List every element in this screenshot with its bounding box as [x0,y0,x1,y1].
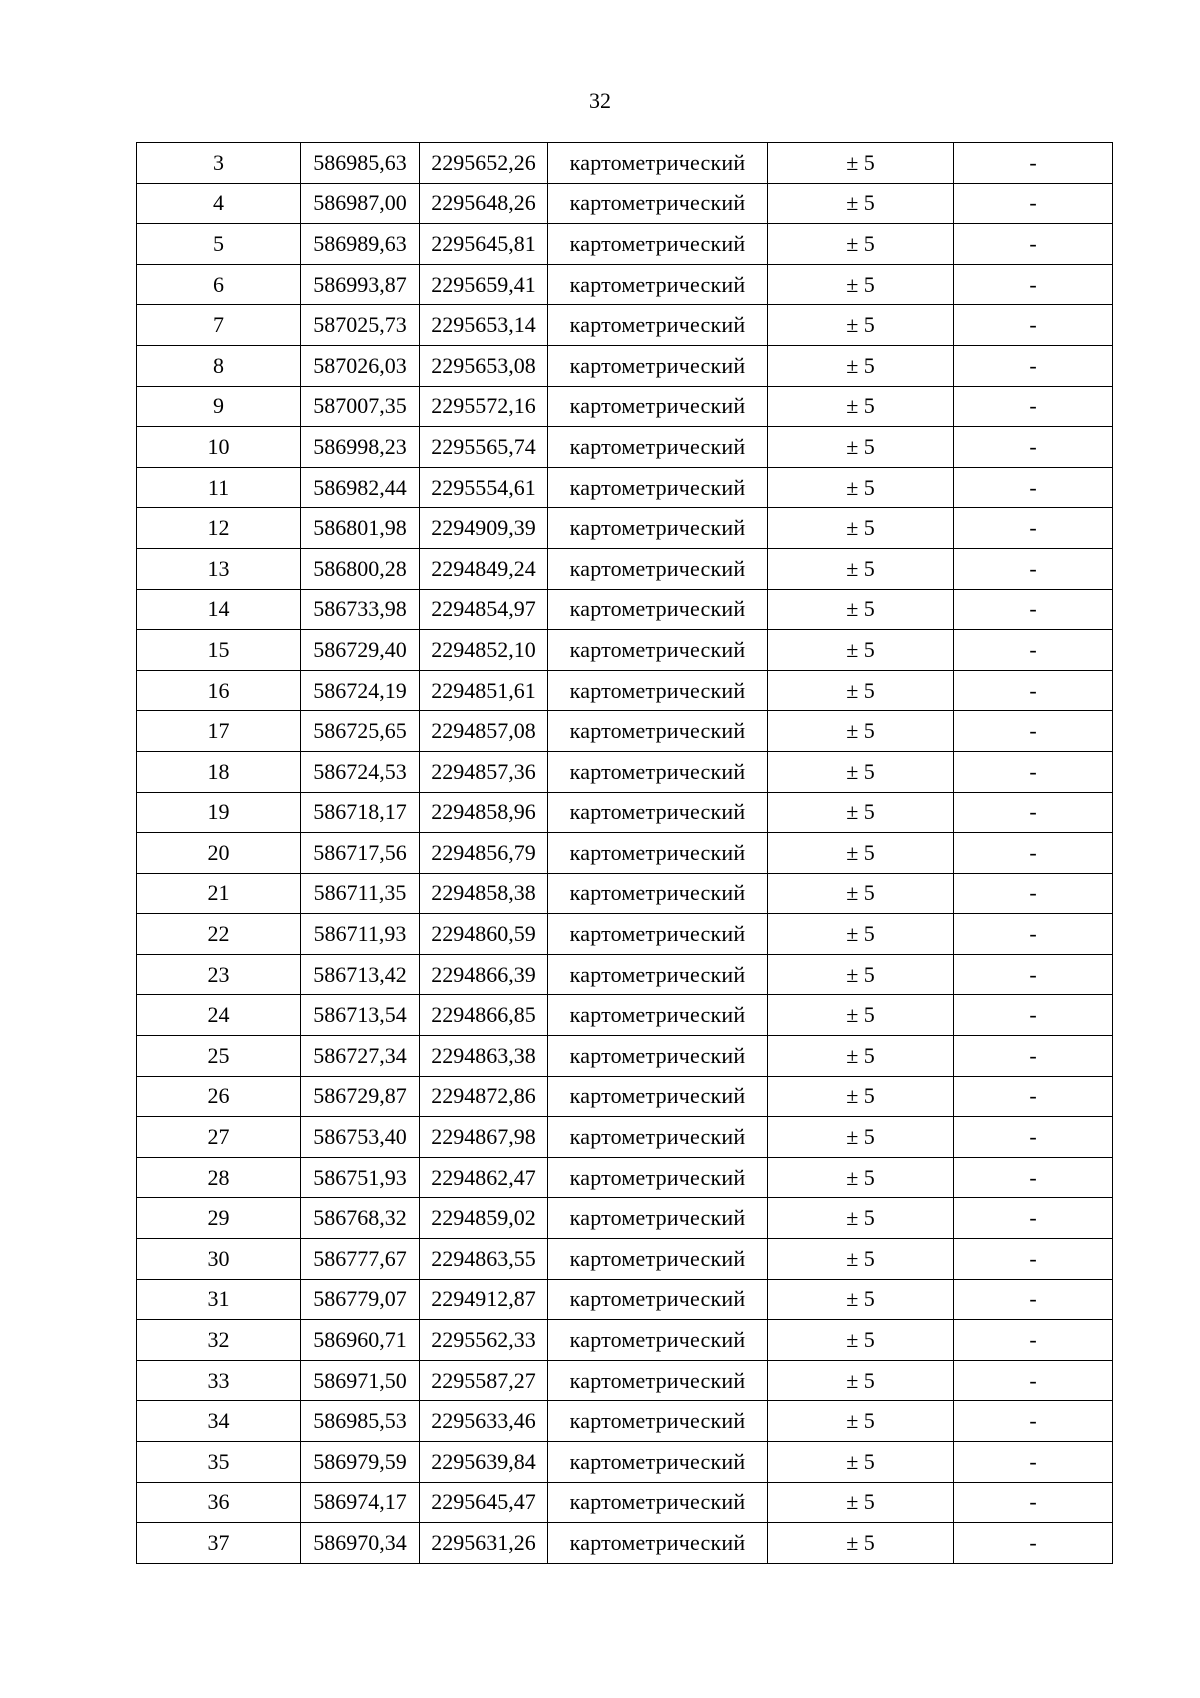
method-cell: картометрический [548,1239,768,1280]
table-row [137,386,1113,427]
method-cell: картометрический [548,1401,768,1442]
method-cell: картометрический [548,427,768,468]
point-number-cell: 14 [137,589,301,630]
method-cell: картометрический [548,1076,768,1117]
x-coordinate-cell: 586724,19 [301,670,420,711]
accuracy-cell: ± 5 [768,954,954,995]
accuracy-cell: ± 5 [768,1036,954,1077]
accuracy-cell: ± 5 [768,183,954,224]
note-cell: - [954,508,1113,549]
point-number-cell: 15 [137,630,301,671]
accuracy-cell: ± 5 [768,1198,954,1239]
point-number-cell: 34 [137,1401,301,1442]
point-number-cell: 22 [137,914,301,955]
x-coordinate-cell: 586777,67 [301,1239,420,1280]
y-coordinate-cell: 2294867,98 [420,1117,548,1158]
page-number: 32 [589,88,611,113]
accuracy-cell: ± 5 [768,1401,954,1442]
note-cell: - [954,751,1113,792]
point-number-cell: 10 [137,427,301,468]
point-number-cell: 20 [137,833,301,874]
table-row [137,224,1113,265]
point-number-cell: 26 [137,1076,301,1117]
table-row [137,548,1113,589]
point-number-cell: 7 [137,305,301,346]
y-coordinate-cell: 2294862,47 [420,1157,548,1198]
table-row [137,751,1113,792]
note-cell: - [954,1279,1113,1320]
table-row [137,589,1113,630]
x-coordinate-cell: 586711,35 [301,873,420,914]
note-cell: - [954,1360,1113,1401]
x-coordinate-cell: 587025,73 [301,305,420,346]
point-number-cell: 9 [137,386,301,427]
point-number-cell: 23 [137,954,301,995]
note-cell: - [954,1157,1113,1198]
point-number-cell: 18 [137,751,301,792]
method-cell: картометрический [548,1523,768,1564]
accuracy-cell: ± 5 [768,873,954,914]
table-row [137,792,1113,833]
accuracy-cell: ± 5 [768,345,954,386]
y-coordinate-cell: 2295653,08 [420,345,548,386]
point-number-cell: 21 [137,873,301,914]
point-number-cell: 6 [137,264,301,305]
point-number-cell: 11 [137,467,301,508]
note-cell: - [954,914,1113,955]
note-cell: - [954,1239,1113,1280]
accuracy-cell: ± 5 [768,589,954,630]
y-coordinate-cell: 2295659,41 [420,264,548,305]
note-cell: - [954,183,1113,224]
note-cell: - [954,833,1113,874]
note-cell: - [954,995,1113,1036]
method-cell: картометрический [548,386,768,427]
note-cell: - [954,386,1113,427]
accuracy-cell: ± 5 [768,1523,954,1564]
method-cell: картометрический [548,1360,768,1401]
table-row [137,833,1113,874]
table-row [137,670,1113,711]
method-cell: картометрический [548,995,768,1036]
point-number-cell: 8 [137,345,301,386]
x-coordinate-cell: 586733,98 [301,589,420,630]
note-cell: - [954,792,1113,833]
y-coordinate-cell: 2294863,38 [420,1036,548,1077]
table-row [137,1442,1113,1483]
x-coordinate-cell: 586985,53 [301,1401,420,1442]
method-cell: картометрический [548,630,768,671]
point-number-cell: 30 [137,1239,301,1280]
y-coordinate-cell: 2295639,84 [420,1442,548,1483]
x-coordinate-cell: 587007,35 [301,386,420,427]
method-cell: картометрический [548,711,768,752]
y-coordinate-cell: 2294866,85 [420,995,548,1036]
x-coordinate-cell: 586801,98 [301,508,420,549]
note-cell: - [954,873,1113,914]
y-coordinate-cell: 2294866,39 [420,954,548,995]
x-coordinate-cell: 586711,93 [301,914,420,955]
point-number-cell: 36 [137,1482,301,1523]
y-coordinate-cell: 2294857,36 [420,751,548,792]
method-cell: картометрический [548,670,768,711]
x-coordinate-cell: 586971,50 [301,1360,420,1401]
accuracy-cell: ± 5 [768,143,954,184]
method-cell: картометрический [548,264,768,305]
x-coordinate-cell: 586729,87 [301,1076,420,1117]
table-row [137,1482,1113,1523]
note-cell: - [954,1523,1113,1564]
point-number-cell: 29 [137,1198,301,1239]
method-cell: картометрический [548,1036,768,1077]
x-coordinate-cell: 586713,54 [301,995,420,1036]
note-cell: - [954,1036,1113,1077]
x-coordinate-cell: 586713,42 [301,954,420,995]
table-row [137,183,1113,224]
y-coordinate-cell: 2294852,10 [420,630,548,671]
note-cell: - [954,264,1113,305]
method-cell: картометрический [548,589,768,630]
x-coordinate-cell: 586729,40 [301,630,420,671]
note-cell: - [954,548,1113,589]
y-coordinate-cell: 2295645,47 [420,1482,548,1523]
point-number-cell: 19 [137,792,301,833]
table-row [137,1239,1113,1280]
method-cell: картометрический [548,914,768,955]
point-number-cell: 32 [137,1320,301,1361]
method-cell: картометрический [548,1442,768,1483]
x-coordinate-cell: 586779,07 [301,1279,420,1320]
note-cell: - [954,954,1113,995]
accuracy-cell: ± 5 [768,1157,954,1198]
note-cell: - [954,1117,1113,1158]
note-cell: - [954,670,1113,711]
accuracy-cell: ± 5 [768,914,954,955]
method-cell: картометрический [548,1482,768,1523]
accuracy-cell: ± 5 [768,1279,954,1320]
table-row [137,711,1113,752]
accuracy-cell: ± 5 [768,751,954,792]
y-coordinate-cell: 2294857,08 [420,711,548,752]
note-cell: - [954,630,1113,671]
note-cell: - [954,589,1113,630]
accuracy-cell: ± 5 [768,1076,954,1117]
method-cell: картометрический [548,873,768,914]
point-number-cell: 35 [137,1442,301,1483]
method-cell: картометрический [548,305,768,346]
table-row [137,467,1113,508]
y-coordinate-cell: 2294912,87 [420,1279,548,1320]
x-coordinate-cell: 586985,63 [301,143,420,184]
method-cell: картометрический [548,1157,768,1198]
y-coordinate-cell: 2295572,16 [420,386,548,427]
note-cell: - [954,1442,1113,1483]
x-coordinate-cell: 586725,65 [301,711,420,752]
table-row [137,1076,1113,1117]
method-cell: картометрический [548,1117,768,1158]
table-row [137,143,1113,184]
accuracy-cell: ± 5 [768,305,954,346]
method-cell: картометрический [548,224,768,265]
point-number-cell: 31 [137,1279,301,1320]
accuracy-cell: ± 5 [768,792,954,833]
point-number-cell: 13 [137,548,301,589]
y-coordinate-cell: 2294856,79 [420,833,548,874]
accuracy-cell: ± 5 [768,670,954,711]
x-coordinate-cell: 586982,44 [301,467,420,508]
coordinates-table [136,142,1113,1564]
table-row [137,1157,1113,1198]
method-cell: картометрический [548,1198,768,1239]
table-row [137,1401,1113,1442]
accuracy-cell: ± 5 [768,1482,954,1523]
accuracy-cell: ± 5 [768,833,954,874]
y-coordinate-cell: 2295565,74 [420,427,548,468]
method-cell: картометрический [548,143,768,184]
y-coordinate-cell: 2294860,59 [420,914,548,955]
x-coordinate-cell: 586717,56 [301,833,420,874]
y-coordinate-cell: 2294859,02 [420,1198,548,1239]
accuracy-cell: ± 5 [768,630,954,671]
table-row [137,1523,1113,1564]
accuracy-cell: ± 5 [768,711,954,752]
x-coordinate-cell: 586768,32 [301,1198,420,1239]
y-coordinate-cell: 2295587,27 [420,1360,548,1401]
method-cell: картометрический [548,467,768,508]
accuracy-cell: ± 5 [768,508,954,549]
x-coordinate-cell: 586998,23 [301,427,420,468]
method-cell: картометрический [548,183,768,224]
accuracy-cell: ± 5 [768,386,954,427]
x-coordinate-cell: 586970,34 [301,1523,420,1564]
note-cell: - [954,1401,1113,1442]
point-number-cell: 33 [137,1360,301,1401]
point-number-cell: 16 [137,670,301,711]
method-cell: картометрический [548,508,768,549]
table-row [137,1320,1113,1361]
y-coordinate-cell: 2295653,14 [420,305,548,346]
accuracy-cell: ± 5 [768,427,954,468]
y-coordinate-cell: 2295631,26 [420,1523,548,1564]
y-coordinate-cell: 2294858,38 [420,873,548,914]
method-cell: картометрический [548,548,768,589]
method-cell: картометрический [548,954,768,995]
table-row [137,1279,1113,1320]
table-row [137,914,1113,955]
point-number-cell: 28 [137,1157,301,1198]
y-coordinate-cell: 2294851,61 [420,670,548,711]
x-coordinate-cell: 586727,34 [301,1036,420,1077]
table-row [137,1360,1113,1401]
table-row [137,995,1113,1036]
accuracy-cell: ± 5 [768,995,954,1036]
accuracy-cell: ± 5 [768,548,954,589]
table-row [137,264,1113,305]
point-number-cell: 3 [137,143,301,184]
method-cell: картометрический [548,833,768,874]
coordinates-table-body [137,143,1113,1564]
x-coordinate-cell: 586989,63 [301,224,420,265]
point-number-cell: 12 [137,508,301,549]
accuracy-cell: ± 5 [768,264,954,305]
y-coordinate-cell: 2294863,55 [420,1239,548,1280]
point-number-cell: 24 [137,995,301,1036]
x-coordinate-cell: 587026,03 [301,345,420,386]
accuracy-cell: ± 5 [768,1117,954,1158]
method-cell: картометрический [548,751,768,792]
y-coordinate-cell: 2295562,33 [420,1320,548,1361]
method-cell: картометрический [548,1320,768,1361]
x-coordinate-cell: 586974,17 [301,1482,420,1523]
note-cell: - [954,1482,1113,1523]
accuracy-cell: ± 5 [768,224,954,265]
accuracy-cell: ± 5 [768,1320,954,1361]
accuracy-cell: ± 5 [768,1360,954,1401]
method-cell: картометрический [548,1279,768,1320]
y-coordinate-cell: 2295652,26 [420,143,548,184]
note-cell: - [954,1320,1113,1361]
y-coordinate-cell: 2295633,46 [420,1401,548,1442]
point-number-cell: 17 [137,711,301,752]
accuracy-cell: ± 5 [768,1442,954,1483]
y-coordinate-cell: 2295645,81 [420,224,548,265]
note-cell: - [954,143,1113,184]
table-row [137,873,1113,914]
point-number-cell: 27 [137,1117,301,1158]
method-cell: картометрический [548,345,768,386]
y-coordinate-cell: 2294858,96 [420,792,548,833]
table-row [137,1117,1113,1158]
x-coordinate-cell: 586987,00 [301,183,420,224]
point-number-cell: 5 [137,224,301,265]
point-number-cell: 4 [137,183,301,224]
x-coordinate-cell: 586800,28 [301,548,420,589]
y-coordinate-cell: 2295648,26 [420,183,548,224]
y-coordinate-cell: 2294854,97 [420,589,548,630]
table-row [137,305,1113,346]
accuracy-cell: ± 5 [768,467,954,508]
note-cell: - [954,1198,1113,1239]
x-coordinate-cell: 586724,53 [301,751,420,792]
table-row [137,1198,1113,1239]
y-coordinate-cell: 2294849,24 [420,548,548,589]
x-coordinate-cell: 586993,87 [301,264,420,305]
y-coordinate-cell: 2294909,39 [420,508,548,549]
point-number-cell: 37 [137,1523,301,1564]
table-row [137,345,1113,386]
table-row [137,1036,1113,1077]
table-row [137,630,1113,671]
x-coordinate-cell: 586718,17 [301,792,420,833]
note-cell: - [954,305,1113,346]
note-cell: - [954,1076,1113,1117]
note-cell: - [954,467,1113,508]
table-row [137,427,1113,468]
table-row [137,508,1113,549]
y-coordinate-cell: 2295554,61 [420,467,548,508]
y-coordinate-cell: 2294872,86 [420,1076,548,1117]
x-coordinate-cell: 586960,71 [301,1320,420,1361]
x-coordinate-cell: 586753,40 [301,1117,420,1158]
note-cell: - [954,345,1113,386]
note-cell: - [954,427,1113,468]
accuracy-cell: ± 5 [768,1239,954,1280]
point-number-cell: 25 [137,1036,301,1077]
x-coordinate-cell: 586751,93 [301,1157,420,1198]
note-cell: - [954,711,1113,752]
x-coordinate-cell: 586979,59 [301,1442,420,1483]
table-row [137,954,1113,995]
note-cell: - [954,224,1113,265]
method-cell: картометрический [548,792,768,833]
